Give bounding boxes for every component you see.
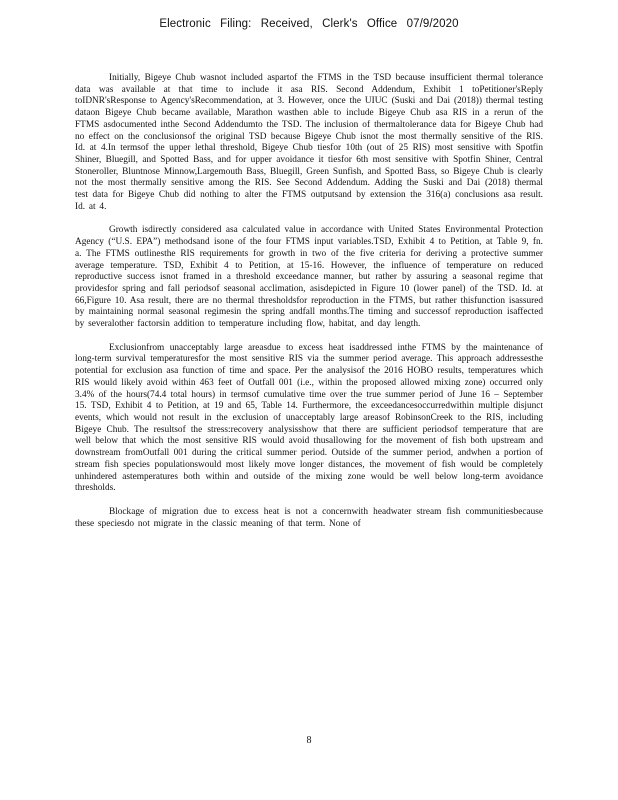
document-body: [75, 73, 543, 542]
paragraph-migration: Blockage of migration due to excess heat is not a concernwith headwater stream fish communitiesbecause these speciesdo not migrate in the classic meaning of that term. None of: [75, 506, 543, 529]
paragraph-bigeye-chub: Initially, Bigeye Chub wasnot included aspartof the FTMS in the TSD because insufficient thermal tolerance data was available at that time to include it asa RIS. Second Addendum, Exhibit 1 toPetitioner'sReply toIDNR'sResponse to Agency'sRecommendation, at 3. However, once the UIUC (Suski and Dai (2018)) thermal testing dataon Bigeye Chub became available, Marathon wasthen able to include Bigeye Chub asa RIS in a rerun of the FTMS asdocumented inthe Second Addendumto the TSD. The inclusion of thermaltolerance data for Bigeye Chub had no effect on the conclusionsof the original TSD because Bigeye Chub isnot the most thermally sensitive of the RIS. Id. at 4.In termsof the upper lethal threshold, Bigeye Chub tiesfor 10th (out of 25 RIS) most sensitive with Spotfin Shiner, Bluegill, and Spotted Bass, and for upper avoidance it tiesfor 6th most sensitive with Spotfin Shiner, Central Stoneroller, Bluntnose Minnow,Largemouth Bass, Bluegill, Green Sunfish, and Spotted Bass, so Bigeye Chub is clearly not the most thermally sensitive among the RIS. See Second Addendum. Adding the Suski and Dai (2018) thermal test data for Bigeye Chub did nothing to alter the FTMS outputsand by extension the 316(a) conclusions asa result. Id. at 4.: [75, 73, 543, 212]
filing-stamp-header: Electronic Filing: Received, Clerk's Office 07/9/2020: [159, 18, 459, 30]
paragraph-growth: Growth isdirectly considered asa calculated value in accordance with United States Environmental Protection Agency (“U.S. EPA”) methodsand isone of the four FTMS input variables.TSD, Exhibit 4 to Petition, at Table 9, fn. a. The FTMS outlinesthe RIS requirements for growth in two of the five criteria for deriving a protective summer average temperature. TSD, Exhibit 4 to Petition, at 15-16. However, the influence of temperature on reduced reproductive success isnot framed in a threshold exceedance manner, but rather by assuring a seasonal regime that providesfor spring and fall periodsof seasonal acclimation, asisdepicted in Figure 10 (lower panel) of the TSD. Id. at 66,Figure 10. Asa result, there are no thermal thresholdsfor reproduction in the FTMS, but rather thisfunction isassured by maintaining normal seasonal regimesin the spring andfall months.The timing and successof reproduction isaffected by severalother factorsin addition to temperature including flow, habitat, and day length.: [75, 225, 543, 330]
page-number: 8: [306, 735, 312, 746]
paragraph-exclusion: Exclusionfrom unacceptably large areasdue to excess heat isaddressed inthe FTMS by the maintenance of long-term survival temperaturesfor the most sensitive RIS via the summer period average. This approach addressesthe potential for exclusion asa function of time and space. Per the analysisof the 2016 HOBO results, temperatures which RIS would likely avoid within 463 feet of Outfall 001 (i.e., within the proposed allowed mixing zone) occurred only 3.4% of the hours(74.4 total hours) in termsof cumulative time over the true summer period of June 16 – September 15. TSD, Exhibit 4 to Petition, at 19 and 65, Table 14. Furthermore, the exceedancesoccurredwithin multiple disjunct events, which would not result in the exclusion of unacceptably large areasof RobinsonCreek to the RIS, including Bigeye Chub. The resultsof the stress:recovery analysisshow that there are sufficient periodsof temperature that are well below that which the most sensitive RIS would avoid thusallowing for the movement of fish both upstream and downstream fromOutfall 001 during the critical summer period. Outside of the summer period, andwhen a portion of stream fish species populationswould most likely move longer distances, the movement of fish would be completely unhindered astemperatures both within and outside of the mixing zone would be well below long-term avoidance thresholds.: [75, 342, 543, 494]
